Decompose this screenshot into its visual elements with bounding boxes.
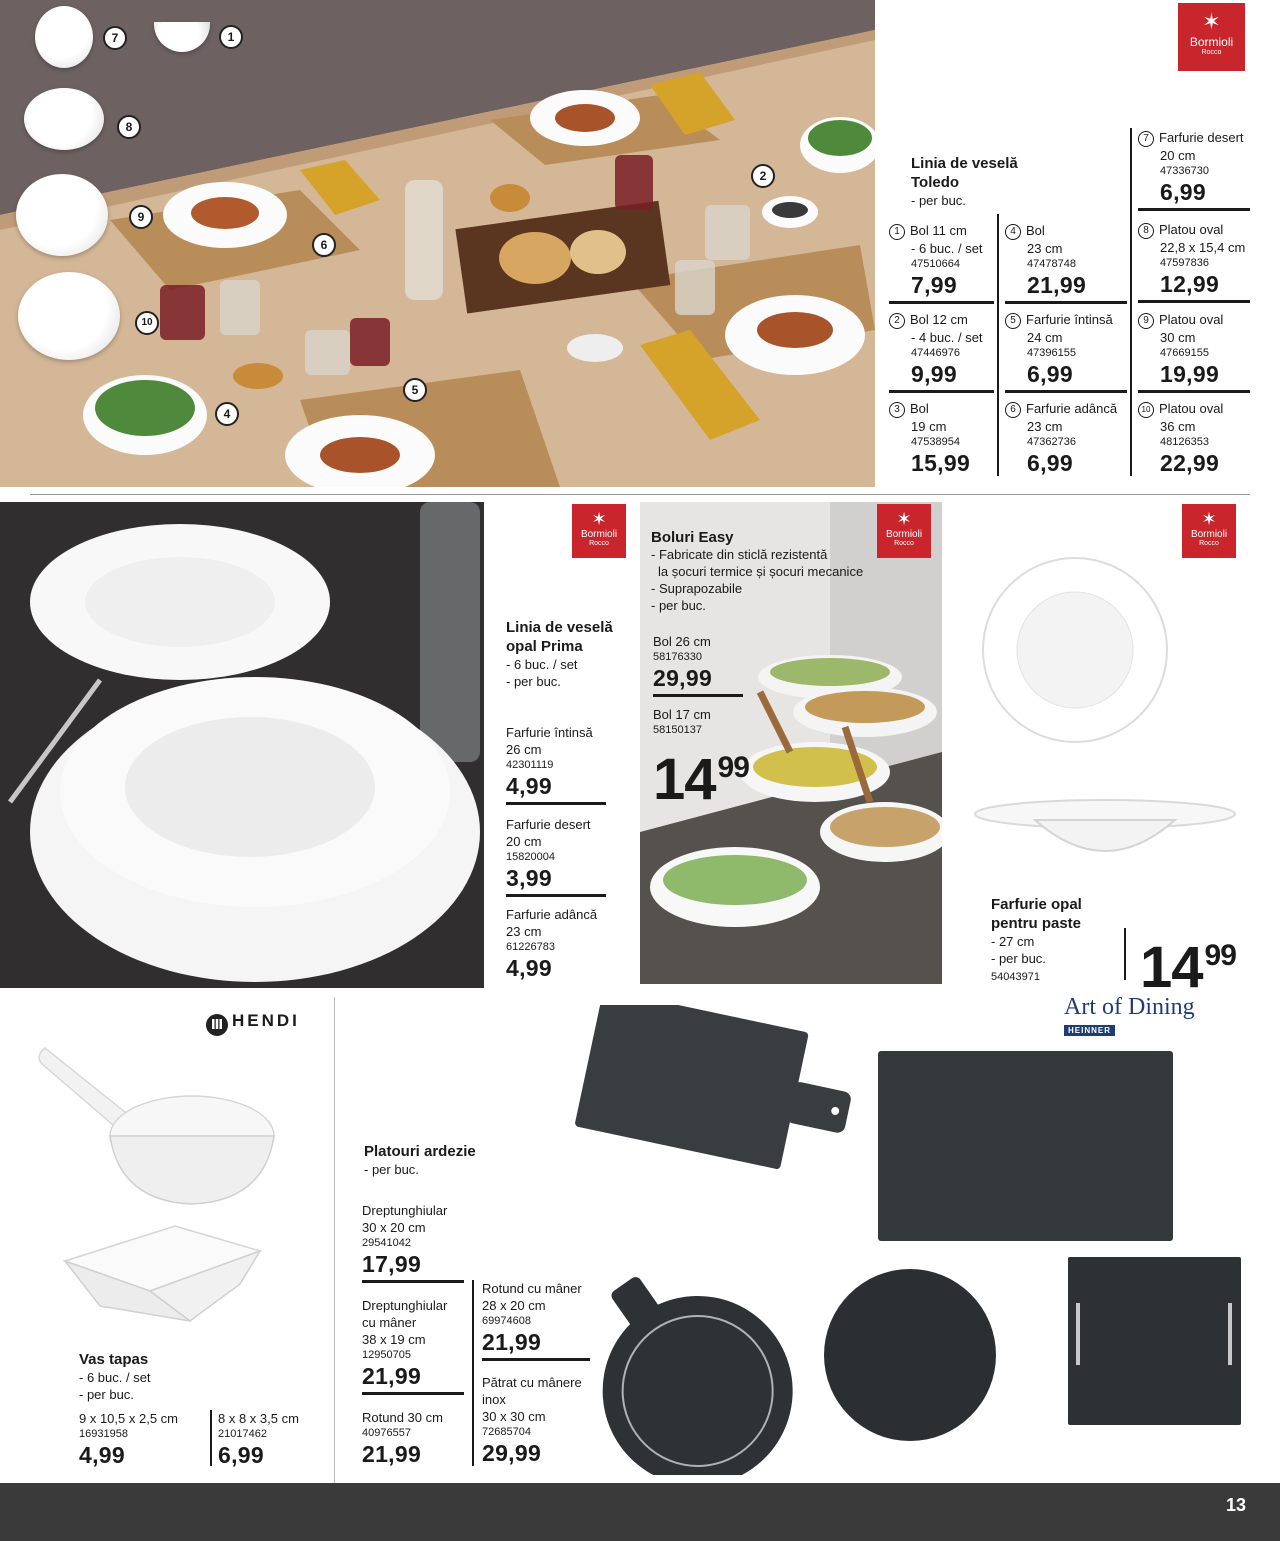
photo-badge-8: 8 (117, 115, 141, 139)
slate-item-round-handle: Rotund cu mâner 28 x 20 cm 69974608 21,99 (482, 1280, 590, 1361)
paste-price-divider (1124, 928, 1126, 980)
toledo-item-8: 8 Platou oval 22,8 x 15,4 cm 47597836 12,99 (1138, 221, 1250, 303)
star-icon: ✶ (1202, 9, 1221, 34)
easy-detail-1: - Fabricate din sticlă rezistentă (651, 547, 828, 562)
photo-badge-2: 2 (751, 164, 775, 188)
art-of-dining-logo: Art of Dining HEINNER (1064, 994, 1195, 1035)
hendi-logo: Ⅲ HENDI (206, 1011, 300, 1036)
section-divider (30, 494, 1250, 495)
oval-platter-small-icon (24, 88, 104, 150)
tapas-item-1: 9 x 10,5 x 2,5 cm 16931958 4,99 (79, 1411, 178, 1468)
slate-item-square: Pătrat cu mânere inox 30 x 30 cm 72685704 29,99 (482, 1375, 582, 1466)
slate-boards-illustration (565, 1005, 1255, 1475)
slate-item-rect: Dreptunghiular 30 x 20 cm 29541042 17,99 (362, 1202, 464, 1283)
slate-item-round: Rotund 30 cm 40976557 21,99 (362, 1410, 443, 1467)
paste-title: Farfurie opal pentru paste (991, 896, 1082, 932)
photo-badge-6: 6 (312, 233, 336, 257)
easy-bowl-17-price: $14^{99}$ (653, 747, 749, 812)
prima-detail-1: - 6 buc. / set (506, 657, 578, 672)
slate-title: Platouri ardezie (364, 1143, 476, 1160)
tapas-item-2: 8 x 8 x 3,5 cm 21017462 6,99 (218, 1411, 299, 1468)
easy-detail-4: - per buc. (651, 598, 706, 613)
toledo-item-6: 6 Farfurie adâncă 23 cm 47362736 6,99 (1005, 400, 1127, 476)
oval-platter-large-icon (18, 272, 120, 360)
toledo-item-3: 3 Bol 19 cm 47538954 15,99 (889, 400, 994, 476)
pasta-plate-illustration (960, 552, 1250, 882)
easy-detail-2: la șocuri termice și șocuri mecanice (658, 564, 864, 579)
prima-plates-illustration (0, 502, 484, 988)
paste-price: $14^{99}$ (1140, 935, 1236, 1000)
easy-title: Boluri Easy (651, 529, 734, 546)
photo-badge-1: 1 (219, 25, 243, 49)
prima-item-1: Farfurie întinsă 26 cm 42301119 4,99 (506, 724, 606, 805)
oval-platter-medium-icon (16, 174, 108, 256)
star-icon: ✶ (896, 509, 912, 529)
bormioli-logo-paste: ✶ Bormioli Rocco (1182, 504, 1236, 558)
bormioli-logo-prima: ✶ Bormioli Rocco (572, 504, 626, 558)
photo-badge-10: 10 (135, 311, 159, 335)
dessert-plate-icon (35, 6, 93, 68)
toledo-item-5: 5 Farfurie întinsă 24 cm 47396155 6,99 (1005, 311, 1127, 393)
hendi-cutlery-icon: Ⅲ (206, 1014, 228, 1036)
tapas-detail-1: - 6 buc. / set (79, 1370, 151, 1385)
prima-title: Linia de veselă opal Prima (506, 619, 613, 655)
slate-per-unit: - per buc. (364, 1162, 419, 1177)
tapas-dishes-illustration (30, 1036, 290, 1326)
bormioli-logo-easy: ✶ Bormioli Rocco (877, 504, 931, 558)
tapas-section-divider (334, 997, 335, 1483)
prima-detail-2: - per buc. (506, 674, 561, 689)
prima-plates-photo (0, 502, 484, 988)
tapas-title: Vas tapas (79, 1351, 149, 1368)
page-footer (0, 1483, 1280, 1541)
toledo-item-9: 9 Platou oval 30 cm 47669155 19,99 (1138, 311, 1250, 393)
toledo-table-illustration (0, 0, 875, 487)
toledo-per-unit: - per buc. (911, 193, 966, 208)
prima-item-3: Farfurie adâncă 23 cm 61226783 4,99 (506, 907, 598, 981)
toledo-item-1: 1 Bol 11 cm - 6 buc. / set 47510664 7,99 (889, 222, 994, 304)
toledo-divider-1 (997, 214, 999, 476)
toledo-title: Linia de veselă Toledo (911, 155, 1018, 191)
toledo-item-2: 2 Bol 12 cm - 4 buc. / set 47446976 9,99 (889, 311, 994, 393)
bormioli-logo: ✶ Bormioli Rocco (1178, 3, 1245, 71)
photo-badge-9: 9 (129, 205, 153, 229)
toledo-divider-2 (1130, 128, 1132, 476)
prima-item-2: Farfurie desert 20 cm 15820004 3,99 (506, 816, 606, 897)
tapas-detail-2: - per buc. (79, 1387, 134, 1402)
photo-badge-5: 5 (403, 378, 427, 402)
page-number: 13 (1225, 1495, 1246, 1515)
toledo-item-7: 7 Farfurie desert 20 cm 47336730 6,99 (1138, 129, 1250, 211)
slate-divider (472, 1280, 474, 1466)
photo-badge-7: 7 (103, 26, 127, 50)
easy-item-1: Bol 26 cm 58176330 29,99 (653, 633, 743, 697)
toledo-item-4: 4 Bol 23 cm 47478748 21,99 (1005, 222, 1127, 304)
paste-detail-2: - per buc. (991, 951, 1046, 966)
slate-item-rect-handle: Dreptunghiular cu mâner 38 x 19 cm 12950705 21,99 (362, 1297, 464, 1395)
easy-item-2: Bol 17 cm 58150137 $14^{99}$ (653, 706, 773, 810)
star-icon: ✶ (591, 509, 607, 529)
paste-code: 54043971 (991, 971, 1040, 983)
toledo-item-10: 10 Platou oval 36 cm 48126353 22,99 (1138, 400, 1250, 476)
paste-detail-1: - 27 cm (991, 934, 1035, 949)
toledo-table-photo (0, 0, 875, 487)
star-icon: ✶ (1201, 509, 1217, 529)
photo-badge-4: 4 (215, 402, 239, 426)
easy-detail-3: - Suprapozabile (651, 581, 743, 596)
tapas-divider (210, 1410, 212, 1466)
